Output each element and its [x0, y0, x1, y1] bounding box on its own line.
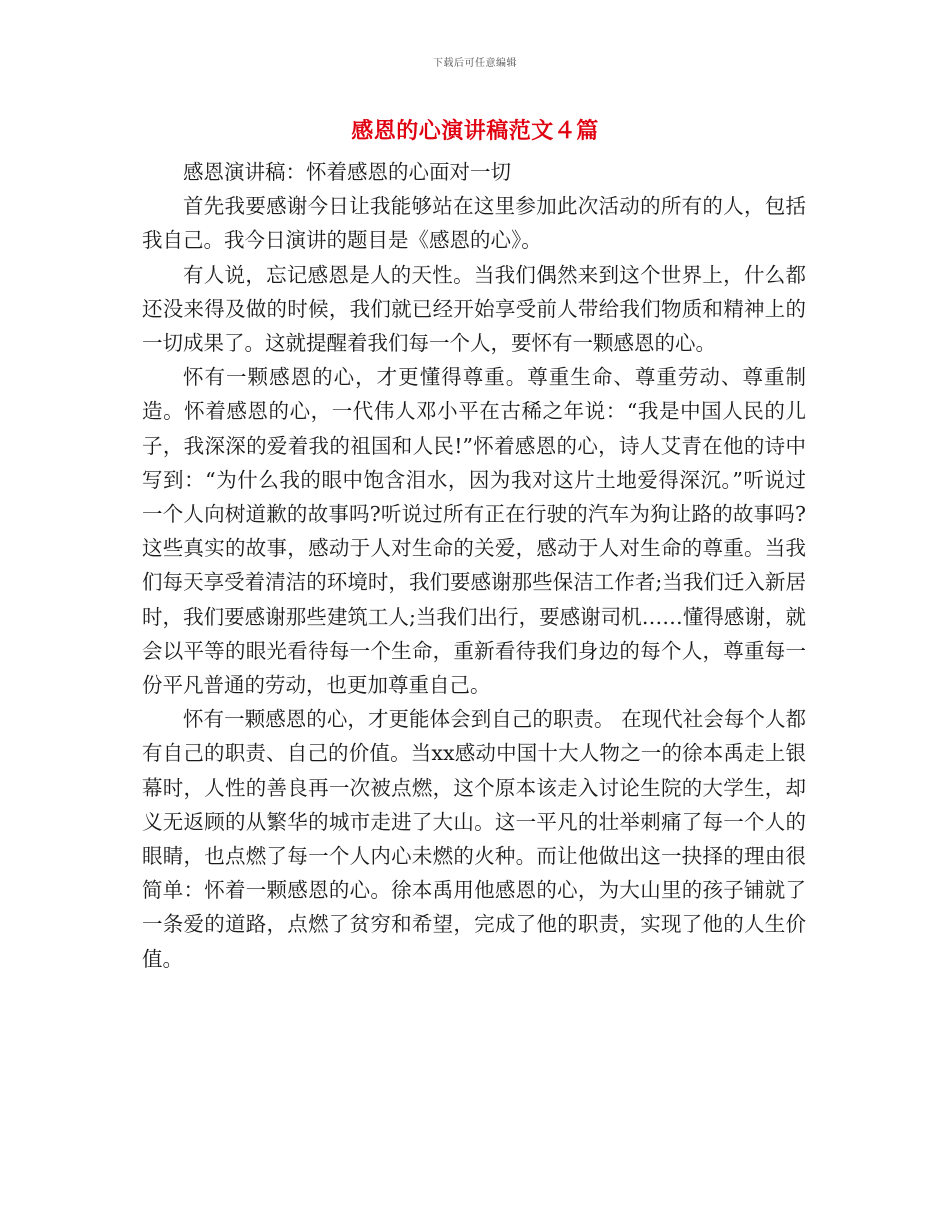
- paragraph-subtitle: 感恩演讲稿：怀着感恩的心面对一切: [183, 160, 511, 184]
- document-body: [142, 155, 806, 976]
- paragraph: 怀有一颗感恩的心，才更懂得尊重。尊重生命、尊重劳动、尊重制造。怀着感恩的心，一代伟人邓小平在古稀之年说：“我是中国人民的儿子，我深深的爱着我的祖国和人民!”怀着感恩的心，诗人艾青在他的诗中写到：“为什么我的眼中饱含泪水，因为我对这片土地爱得深沉。”听说过一个人向树道歉的故事吗?听说过所有正在行驶的汽车为狗让路的故事吗?这些真实的故事，感动于人对生命的关爱，感动于人对生命的尊重。当我们每天享受着清洁的环境时，我们要感谢那些保洁工作者;当我们迁入新居时，我们要感谢那些建筑工人;当我们出行，要感谢司机……懂得感谢，就会以平等的眼光看待每一个生命，重新看待我们身边的每个人，尊重每一份平凡普通的劳动，也更加尊重自己。: [142, 365, 806, 698]
- paragraph: 怀有一颗感恩的心，才更能体会到自己的职责。 在现代社会每个人都有自己的职责、自己的价值。当xx感动中国十大人物之一的徐本禹走上银幕时，人性的善良再一次被点燃，这个原本该走入讨论生院的大学生，却义无返顾的从繁华的城市走进了大山。这一平凡的壮举刺痛了每一个人的眼睛，也点燃了每一个人内心未燃的火种。而让他做出这一抉择的理由很简单：怀着一颗感恩的心。徐本禹用他感恩的心，为大山里的孩子铺就了一条爱的道路，点燃了贫穷和希望，完成了他的职责，实现了他的人生价值。: [142, 707, 806, 971]
- paragraph: 有人说，忘记感恩是人的天性。当我们偶然来到这个世界上，什么都还没来得及做的时候，我们就已经开始享受前人带给我们物质和精神上的一切成果了。这就提醒着我们每一个人，要怀有一颗感恩的心。: [142, 262, 806, 356]
- paragraph: 首先我要感谢今日让我能够站在这里参加此次活动的所有的人，包括我自己。我今日演讲的题目是《感恩的心》。: [142, 194, 806, 253]
- document-title: 感恩的心演讲稿范文４篇: [351, 118, 599, 144]
- page-header: 下载后可任意编辑: [433, 58, 517, 69]
